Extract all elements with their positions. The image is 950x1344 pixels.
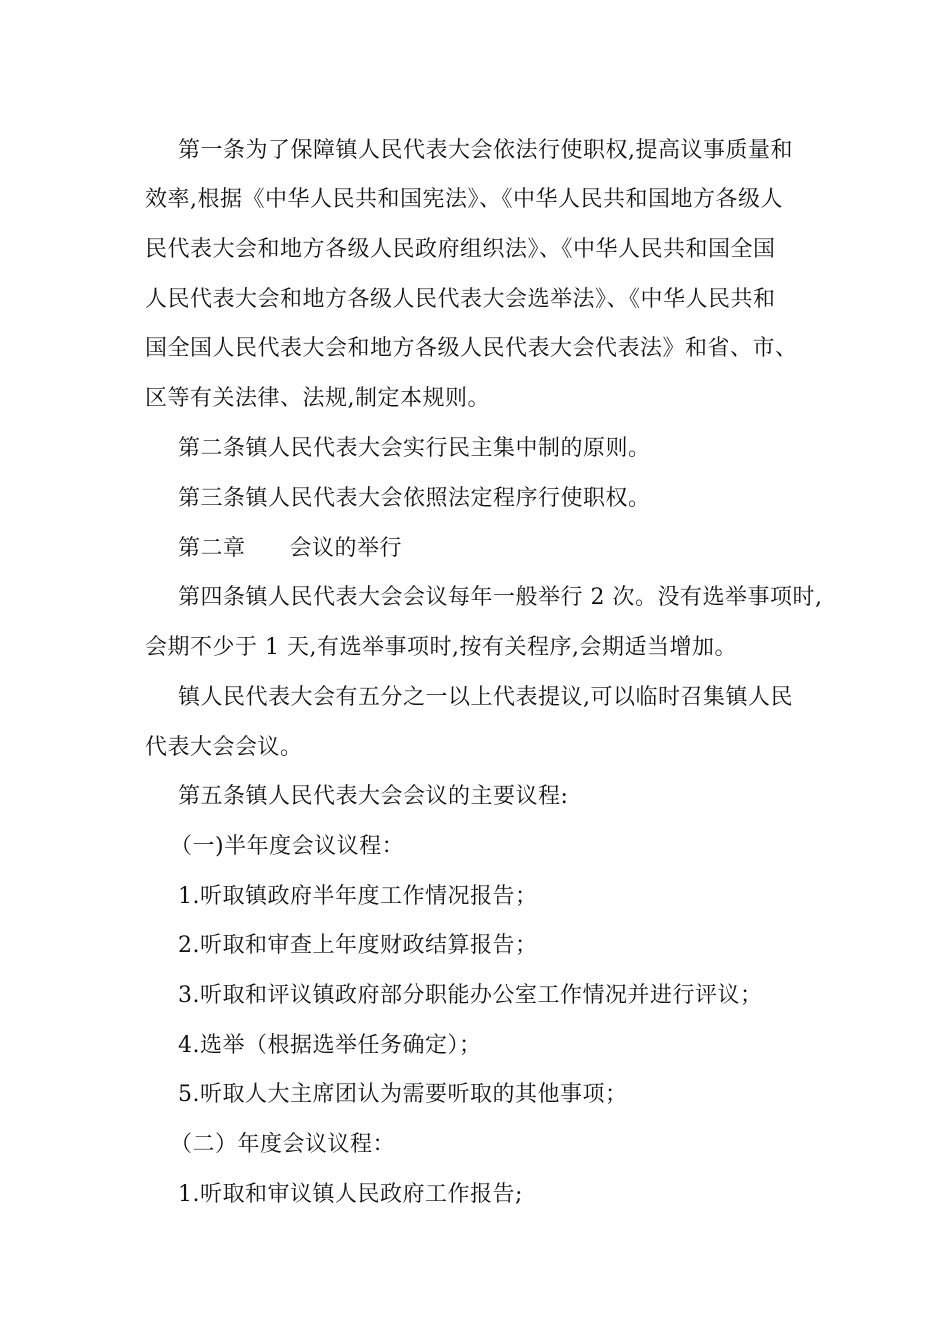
paragraph-line: 民代表大会和地方各级人民政府组织法》、《中华人民共和国全国 xyxy=(145,237,776,262)
paragraph-line: 效率,根据《中华人民共和国宪法》、《中华人民共和国地方各级人 xyxy=(145,187,783,212)
paragraph-line: 第四条镇人民代表大会会议每年一般举行 2 次。没有选举事项时, xyxy=(178,585,823,610)
list-heading: （二）年度会议议程： xyxy=(170,1132,396,1157)
chapter-title: 会议的举行 xyxy=(289,536,403,561)
paragraph-line: 第五条镇人民代表大会会议的主要议程: xyxy=(178,784,569,809)
paragraph-line: 镇人民代表大会有五分之一以上代表提议,可以临时召集镇人民 xyxy=(178,685,793,710)
list-heading: （一)半年度会议议程： xyxy=(170,834,405,859)
list-item: 1.听取镇政府半年度工作情况报告； xyxy=(178,884,538,909)
paragraph-line: 国全国人民代表大会和地方各级人民代表大会代表法》和省、市、 xyxy=(145,336,798,361)
list-item: 4.选举（根据选举任务确定）； xyxy=(178,1033,482,1058)
list-item: 5.听取人大主席团认为需要听取的其他事项； xyxy=(178,1082,628,1107)
paragraph-line: 代表大会会议。 xyxy=(145,735,303,760)
paragraph-line: 人民代表大会和地方各级人民代表大会选举法》、《中华人民共和 xyxy=(145,287,776,312)
paragraph-line: 第一条为了保障镇人民代表大会依法行使职权,提高议事质量和 xyxy=(178,138,793,163)
chapter-number: 第二章 xyxy=(178,536,246,561)
list-item: 2.听取和审查上年度财政结算报告； xyxy=(178,933,538,958)
paragraph-line: 第三条镇人民代表大会依照法定程序行使职权。 xyxy=(178,486,651,511)
chapter-heading xyxy=(178,534,810,564)
list-item: 3.听取和评议镇政府部分职能办公室工作情况并进行评议； xyxy=(178,983,763,1008)
list-item: 1.听取和审议镇人民政府工作报告; xyxy=(178,1182,523,1207)
paragraph-line: 会期不少于 1 天,有选举事项时,按有关程序,会期适当增加。 xyxy=(145,635,737,660)
paragraph-line: 区等有关法律、法规,制定本规则。 xyxy=(145,386,490,411)
paragraph-line: 第二条镇人民代表大会实行民主集中制的原则。 xyxy=(178,436,651,461)
